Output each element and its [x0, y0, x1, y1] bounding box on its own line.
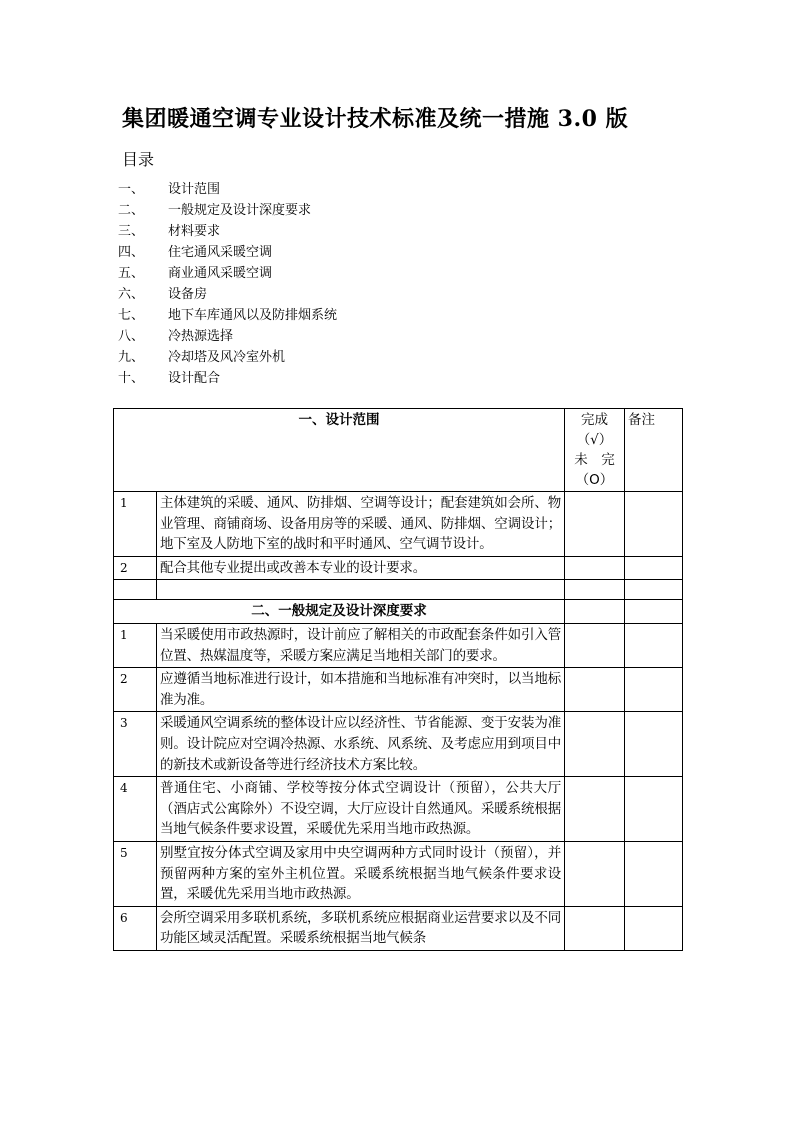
- remark-cell[interactable]: [625, 492, 683, 557]
- item-number: 2: [114, 556, 157, 580]
- remark-cell: [625, 600, 683, 624]
- toc-item-label: 冷热源选择: [168, 329, 234, 344]
- table-row: [114, 623, 683, 667]
- toc-item: [118, 221, 337, 242]
- toc-item: [118, 200, 337, 221]
- toc-item-label: 设备房: [168, 287, 208, 302]
- toc-item-number: 五、: [118, 266, 145, 281]
- item-content: 采暖通风空调系统的整体设计应以经济性、节省能源、变于安装为准则。设计院应对空调冷热源、水系统、风系统、及考虑应用到项目中的新技术或新设备等进行经济技术方案比较。: [157, 712, 565, 777]
- item-number: 5: [114, 841, 157, 906]
- toc-item: [118, 368, 337, 389]
- item-number: 4: [114, 777, 157, 842]
- toc-item-number: 六、: [118, 287, 145, 302]
- remark-cell[interactable]: [625, 623, 683, 667]
- table-row: [114, 906, 683, 950]
- toc-item-number: 三、: [118, 224, 145, 239]
- item-number: 1: [114, 623, 157, 667]
- section-heading: 二、一般规定及设计深度要求: [114, 600, 565, 624]
- toc-item: [118, 305, 337, 326]
- table-row: [114, 492, 683, 557]
- toc-item-label: 设计范围: [168, 182, 221, 197]
- status-header-line: 未 完: [574, 452, 615, 468]
- status-cell[interactable]: [565, 492, 625, 557]
- toc-item-label: 冷却塔及风冷室外机: [168, 350, 286, 365]
- toc-item: [118, 242, 337, 263]
- toc-item-number: 十、: [118, 371, 145, 386]
- remark-cell[interactable]: [625, 556, 683, 580]
- table-row: [114, 712, 683, 777]
- status-cell: [565, 600, 625, 624]
- section-header-row: [114, 409, 683, 492]
- toc-item: [118, 263, 337, 284]
- toc-item-label: 地下车库通风以及防排烟系统: [168, 308, 338, 323]
- section-heading: 一、设计范围: [114, 409, 565, 492]
- toc-item: [118, 326, 337, 347]
- toc-item-number: 七、: [118, 308, 145, 323]
- toc-item-number: 八、: [118, 329, 145, 344]
- empty-row: [114, 580, 683, 600]
- toc-item-number: 九、: [118, 350, 145, 365]
- status-cell[interactable]: [565, 712, 625, 777]
- toc-item-label: 设计配合: [168, 371, 221, 386]
- item-content: 配合其他专业提出或改善本专业的设计要求。: [157, 556, 565, 580]
- remark-cell[interactable]: [625, 777, 683, 842]
- empty-cell: [114, 580, 157, 600]
- table-of-contents: [118, 179, 337, 389]
- toc-item-label: 一般规定及设计深度要求: [168, 203, 312, 218]
- status-header-line: （O）: [575, 472, 614, 488]
- table-row: [114, 841, 683, 906]
- item-number: 3: [114, 712, 157, 777]
- empty-cell: [565, 580, 625, 600]
- item-number: 6: [114, 906, 157, 950]
- empty-cell: [157, 580, 565, 600]
- checklist-table: [113, 408, 683, 951]
- toc-item-label: 商业通风采暖空调: [168, 266, 273, 281]
- table-row: [114, 668, 683, 712]
- remark-cell[interactable]: [625, 906, 683, 950]
- toc-item: [118, 179, 337, 200]
- section-header-row: [114, 600, 683, 624]
- item-content: 会所空调采用多联机系统，多联机系统应根据商业运营要求以及不同功能区域灵活配置。采暖系统根据当地气候条: [157, 906, 565, 950]
- item-content: 当采暖使用市政热源时，设计前应了解相关的市政配套条件如引入管位置、热媒温度等，采暖方案应满足当地相关部门的要求。: [157, 623, 565, 667]
- toc-item: [118, 347, 337, 368]
- status-cell[interactable]: [565, 906, 625, 950]
- empty-cell: [625, 580, 683, 600]
- toc-item-label: 材料要求: [168, 224, 221, 239]
- status-header-line: 完成: [581, 412, 608, 428]
- status-column-header: [565, 409, 625, 492]
- toc-item: [118, 284, 337, 305]
- remark-cell[interactable]: [625, 841, 683, 906]
- toc-item-number: 二、: [118, 203, 145, 218]
- table-row: [114, 556, 683, 580]
- status-cell[interactable]: [565, 556, 625, 580]
- document-title: 集团暖通空调专业设计技术标准及统一措施 3.0 版: [122, 106, 629, 132]
- item-number: 1: [114, 492, 157, 557]
- remark-cell[interactable]: [625, 712, 683, 777]
- item-content: 主体建筑的采暖、通风、防排烟、空调等设计；配套建筑如会所、物业管理、商铺商场、设备用房等的采暖、通风、防排烟、空调设计；地下室及人防地下室的战时和平时通风、空气调节设计。: [157, 492, 565, 557]
- status-cell[interactable]: [565, 841, 625, 906]
- remark-column-header: 备注: [625, 409, 683, 492]
- toc-item-label: 住宅通风采暖空调: [168, 245, 273, 260]
- status-cell[interactable]: [565, 668, 625, 712]
- item-content: 应遵循当地标准进行设计，如本措施和当地标准有冲突时，以当地标准为准。: [157, 668, 565, 712]
- status-header-line: （√）: [576, 432, 613, 448]
- toc-item-number: 四、: [118, 245, 145, 260]
- toc-heading: 目录: [122, 150, 155, 169]
- item-content: 普通住宅、小商铺、学校等按分体式空调设计（预留），公共大厅（酒店式公寓除外）不设空调，大厅应设计自然通风。采暖系统根据当地气候条件要求设置，采暖优先采用当地市政热源。: [157, 777, 565, 842]
- status-cell[interactable]: [565, 777, 625, 842]
- status-cell[interactable]: [565, 623, 625, 667]
- item-number: 2: [114, 668, 157, 712]
- table-row: [114, 777, 683, 842]
- item-content: 别墅宜按分体式空调及家用中央空调两种方式同时设计（预留），并预留两种方案的室外主机位置。采暖系统根据当地气候条件要求设置，采暖优先采用当地市政热源。: [157, 841, 565, 906]
- remark-cell[interactable]: [625, 668, 683, 712]
- toc-item-number: 一、: [118, 182, 145, 197]
